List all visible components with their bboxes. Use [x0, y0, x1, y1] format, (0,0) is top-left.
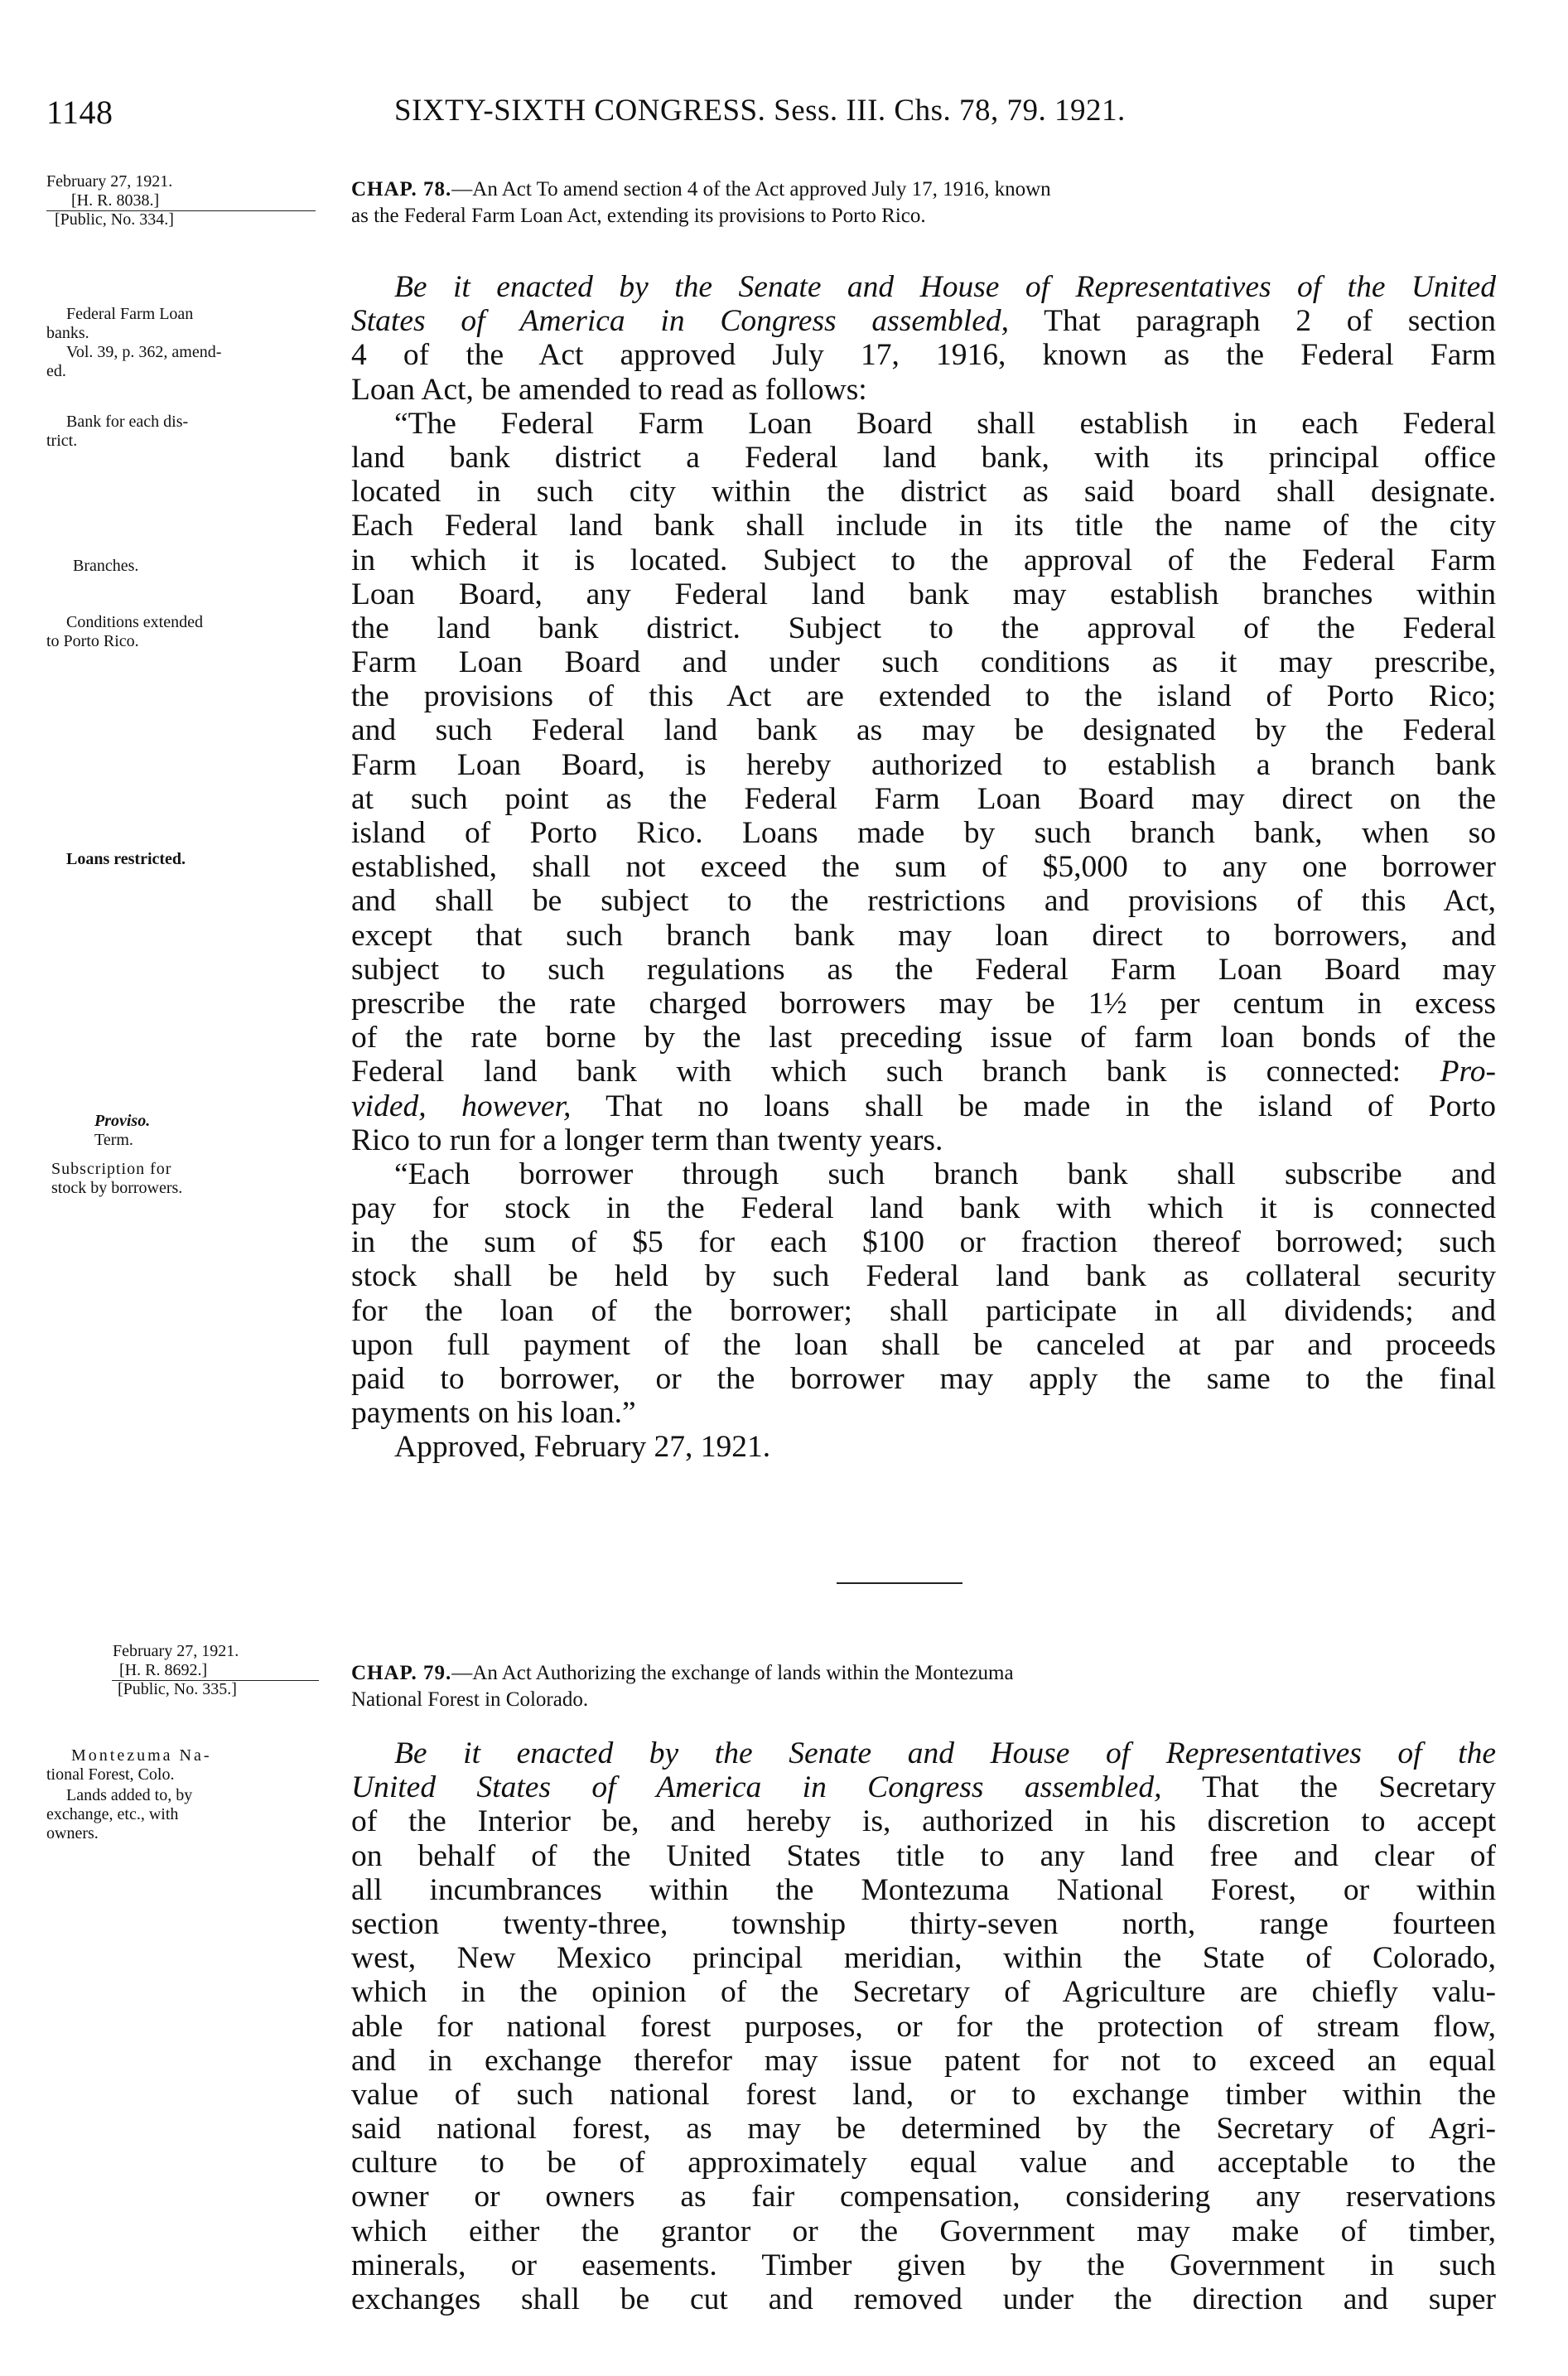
ch78-margin-rule: [46, 210, 316, 211]
ch78-para1-line: of the rate borne by the last preceding issue of farm loan bonds of the: [351, 1021, 1496, 1055]
ch79-margin-rule: [112, 1680, 319, 1681]
ch79-body: [351, 1736, 1496, 2316]
ch78-chap-label: CHAP. 78.: [351, 178, 452, 200]
ch78-para1-line: subject to such regulations as the Federal Farm Loan Board may: [351, 952, 1496, 987]
ch78-para1-line: located in such city within the district as said board shall designate.: [351, 475, 1496, 509]
ch78-enacting-line-3: 4 of the Act approved July 17, 1916, known as the Federal Farm: [351, 338, 1496, 373]
ch78-para1-line: in which it is located. Subject to the approval of the Federal Farm: [351, 543, 1496, 577]
ch78-note-proviso-term: Proviso. Term.: [94, 1112, 151, 1149]
ch78-para2-line: “Each borrower through such branch bank shall subscribe and: [394, 1157, 1496, 1191]
ch78-note-federal-farm-loan-banks: Federal Farm Loan banks. Vol. 39, p. 362, amend- ed.: [46, 305, 222, 380]
ch78-para1-line: island of Porto Rico. Loans made by such branch bank, when so: [351, 816, 1496, 850]
ch78-para2-line: pay for stock in the Federal land bank with which it is connected: [351, 1191, 1496, 1226]
ch79-body-line: said national forest, as may be determined by the Secretary of Agri-: [351, 2112, 1496, 2147]
ch78-proviso-line-2: vided, however, That no loans shall be made in the island of Porto: [351, 1089, 1496, 1123]
ch78-para1-line: except that such branch bank may loan direct to borrowers, and: [351, 918, 1496, 953]
page-header: [46, 93, 1475, 142]
ch78-para1-line: Loan Board, any Federal land bank may establish branches within: [351, 577, 1496, 611]
ch78-para1-line: at such point as the Federal Farm Loan Board may direct on the: [351, 781, 1496, 816]
ch79-heading-line-1: —An Act Authorizing the exchange of lands within the Montezuma: [451, 1662, 1014, 1684]
ch79-body-line: on behalf of the United States title to any land free and clear of: [351, 1838, 1496, 1873]
chapter-separator: [837, 1582, 963, 1584]
ch78-public-law: [Public, No. 334.]: [55, 210, 174, 229]
ch79-body-line: exchanges shall be cut and removed under the direction and super: [351, 2282, 1496, 2316]
ch79-body-line: culture to be of approximately equal value and acceptable to the: [351, 2146, 1496, 2180]
ch78-para1-line: the land bank district. Subject to the approval of the Federal: [351, 611, 1496, 645]
ch79-body-line: owner or owners as fair compensation, considering any reservations: [351, 2180, 1496, 2214]
ch79-heading-line-2: National Forest in Colorado.: [351, 1688, 589, 1711]
ch78-para2-line: payments on his loan.”: [351, 1396, 636, 1431]
ch78-para1-line: Farm Loan Board and under such conditions as it may prescribe,: [351, 645, 1496, 680]
ch78-para1-line: and shall be subject to the restrictions and provisions of this Act,: [351, 884, 1496, 919]
ch78-para2-line: upon full payment of the loan shall be canceled at par and proceeds: [351, 1327, 1496, 1362]
ch79-body-line: section twenty-three, township thirty-seven north, range fourteen: [351, 1906, 1496, 1941]
ch78-enacting-line-2: States of America in Congress assembled, That paragraph 2 of section: [351, 304, 1496, 339]
ch79-body-line: and in exchange therefor may issue patent for not to exceed an equal: [351, 2043, 1496, 2078]
ch79-body-line: which either the grantor or the Government may make of timber,: [351, 2214, 1496, 2248]
ch78-approved: Approved, February 27, 1921.: [394, 1430, 771, 1465]
ch78-margin-date-block: [46, 172, 328, 229]
ch79-margin-date-block: [46, 1642, 328, 1699]
ch79-bill-number: [H. R. 8692.]: [119, 1661, 208, 1679]
ch79-note-montezuma: Montezuma Na- tional Forest, Colo.: [46, 1746, 212, 1784]
ch79-body-line: which in the opinion of the Secretary of Agriculture are chiefly valu-: [351, 1975, 1496, 2010]
ch78-para2-line: paid to borrower, or the borrower may apply the same to the final: [351, 1362, 1496, 1396]
ch78-note-bank-each-district: Bank for each dis- trict.: [46, 413, 189, 450]
ch79-body-line: all incumbrances within the Montezuma National Forest, or within: [351, 1872, 1496, 1907]
ch78-heading: [351, 176, 1503, 229]
ch79-enacting-line-1: Be it enacted by the Senate and House of Representatives of the: [394, 1736, 1496, 1770]
page-number: 1148: [46, 94, 113, 131]
ch79-public-law: [Public, No. 335.]: [118, 1680, 237, 1698]
ch79-body-line: of the Interior be, and hereby is, authorized in his discretion to accept: [351, 1804, 1496, 1839]
ch78-enacting-line-4: Loan Act, be amended to read as follows:: [351, 372, 867, 407]
ch79-body-line: minerals, or easements. Timber given by the Government in such: [351, 2248, 1496, 2282]
ch78-bill-number: [H. R. 8038.]: [71, 191, 160, 210]
ch78-para1-line: and such Federal land bank as may be designated by the Federal: [351, 713, 1496, 748]
ch78-para1-line: Farm Loan Board, is hereby authorized to establish a branch bank: [351, 747, 1496, 782]
ch78-para1-line: “The Federal Farm Loan Board shall establish in each Federal: [394, 406, 1496, 441]
ch78-heading-line-1: —An Act To amend section 4 of the Act approved July 17, 1916, known: [451, 178, 1051, 200]
ch78-note-subscription-stock: Subscription for stock by borrowers.: [51, 1160, 183, 1197]
ch78-body: [351, 270, 1496, 1465]
ch78-enacting-line-1: Be it enacted by the Senate and House of Representatives of the United: [394, 270, 1496, 304]
ch78-heading-line-2: as the Federal Farm Loan Act, extending its provisions to Porto Rico.: [351, 205, 926, 227]
ch79-date: February 27, 1921.: [113, 1642, 239, 1660]
ch78-para2-line: for the loan of the borrower; shall participate in all dividends; and: [351, 1293, 1496, 1328]
ch78-date: February 27, 1921.: [46, 172, 173, 191]
ch78-proviso-line-1: Federal land bank with which such branch bank is connected: Pro-: [351, 1055, 1496, 1089]
ch78-note-branches: Branches.: [73, 557, 139, 575]
ch78-note-loans-restricted: Loans restricted.: [66, 850, 186, 868]
ch78-note-conditions-porto-rico: Conditions extended to Porto Rico.: [46, 613, 203, 650]
ch78-para1-line: the provisions of this Act are extended to the island of Porto Rico;: [351, 679, 1496, 714]
ch78-proviso-line-3: Rico to run for a longer term than twenty years.: [351, 1123, 943, 1157]
ch78-para2-line: stock shall be held by such Federal land bank as collateral security: [351, 1259, 1496, 1294]
running-title: SIXTY-SIXTH CONGRESS. Sess. III. Chs. 78, 79. 1921.: [394, 94, 1126, 128]
ch78-para1-line: land bank district a Federal land bank, with its principal office: [351, 440, 1496, 475]
ch79-chap-label: CHAP. 79.: [351, 1662, 452, 1684]
ch79-note-lands-added: Lands added to, by exchange, etc., with owners.: [46, 1786, 193, 1842]
ch79-body-line: west, New Mexico principal meridian, within the State of Colorado,: [351, 1941, 1496, 1976]
ch79-body-line: value of such national forest land, or to exchange timber within the: [351, 2077, 1496, 2112]
ch78-para2-line: in the sum of $5 for each $100 or fraction thereof borrowed; such: [351, 1225, 1496, 1260]
ch78-para1-line: established, shall not exceed the sum of $5,000 to any one borrower: [351, 850, 1496, 885]
ch78-para1-line: prescribe the rate charged borrowers may be 1½ per centum in excess: [351, 986, 1496, 1021]
ch79-body-line: able for national forest purposes, or for the protection of stream flow,: [351, 2009, 1496, 2044]
ch78-para1-line: Each Federal land bank shall include in its title the name of the city: [351, 509, 1496, 543]
ch79-enacting-line-2: United States of America in Congress assembled, That the Secretary: [351, 1770, 1496, 1805]
ch79-heading: [351, 1660, 1503, 1713]
